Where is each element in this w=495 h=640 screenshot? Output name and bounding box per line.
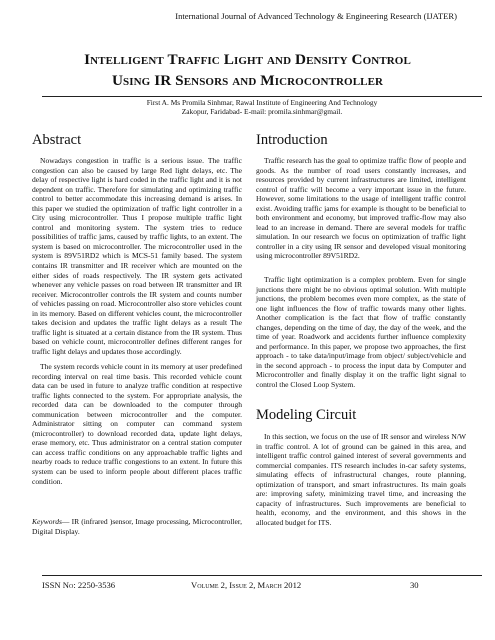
footer-page-number: 30: [410, 580, 419, 590]
introduction-heading: Introduction: [256, 132, 328, 148]
keywords-label: Keywords: [32, 517, 62, 526]
author-line-1: First A. Ms Promila Sinhmar, Rawal Institute of Engineering And Technology: [146, 98, 378, 107]
footer-divider: [42, 575, 482, 576]
title-line-1: Intelligent Traffic Light and Density Control: [84, 51, 411, 68]
keywords-text: — IR (infrared )sensor, Image processing, Microcontroller, Digital Display.: [32, 517, 242, 536]
abstract-paragraph-1: Nowadays congestion in traffic is a serious issue. The traffic congestion can also be caused by large Red light delays, etc. The delay of respective light is hard coded in the traffic light and it is not dependent on traffic. Therefore for simulating and optimizing traffic control to better accommodate this increasing demand is arises. In this paper we studied the optimization of traffic light controller in a City using microcontroller. Thus I propose multiple traffic light control and monitoring system. The system tries to reduce possibilities of traffic jams, caused by traffic lights, to an extent. The system is based on microcontroller. The microcontroller used in the system is 89V51RD2 which is MCS-51 family based. The system contains IR transmitter and IR receiver which are mounted on the either sides of roads respectively. The IR system gets activated whenever any vehicle passes on road between IR transmitter and IR receiver. Microcontroller controls the IR system and counts number of vehicles passing on road. Microcontroller also store vehicles count in its memory. Based on different vehicles count, the microcontroller takes decision and updates the traffic light delays as a result The traffic light is situated at a certain distance from the IR system. Thus based on vehicle count, microcontroller defines different ranges for traffic light delays and updates those accordingly.: [32, 156, 242, 356]
title-line-2: Using IR Sensors and Microcontroller: [111, 72, 384, 89]
keywords: [32, 517, 242, 536]
author-line-2: Zakopur, Faridabad- E-mail: promila.sinhmar@gmail.: [181, 107, 343, 117]
header-divider: [42, 96, 482, 97]
paper-title: [40, 49, 455, 91]
journal-header: International Journal of Advanced Technology & Engineering Research (IJATER): [175, 11, 457, 21]
modeling-paragraph-1: In this section, we focus on the use of IR sensor and wireless N/W in traffic control. A lot of ground can be gained in this area, and intelligent traffic control gained interest of several governments and commercial companies. ITS research includes in-car safety systems, simulating effects of infrastructural changes, route planning, optimization of transport, and smart infrastructures. Its main goals are: improving safety, minimizing travel time, and increasing the capacity of infrastructures. Such improvements are beneficial to health, economy, and the environment, and this shows in the allocated budget for ITS.: [256, 432, 466, 527]
author-info: [42, 98, 482, 117]
introduction-paragraph-2: Traffic light optimization is a complex problem. Even for single junctions there might be no obvious optimal solution. With multiple junctions, the problem becomes even more complex, as the state of one light influences the flow of traffic towards many other lights. Another complication is the fact that flow of traffic constantly changes, depending on the time of day, the day of the week, and the time of year. Roadwork and accidents further influence complexity and performance. In this paper, we propose two approaches, the first approach - to take data/input/image from object/ subject/vehicle and in the second approach - to process the input data by Computer and Microcontroller and finally display it on the traffic light signal to control the Closed Loop System.: [256, 275, 466, 390]
abstract-heading: Abstract: [32, 132, 82, 148]
abstract-paragraph-2: The system records vehicle count in its memory at user predefined recording interval on real time basis. This recorded vehicle count data can be used in future to analyze traffic condition at respective traffic lights connected to the system. For appropriate analysis, the recorded data can be downloaded to the computer through communication between microcontroller and the computer. Administrator sitting on computer can command system (microcontroller) to download recorded data, update light delays, erase memory, etc. Thus administrator on a central station computer can access traffic conditions on any approachable traffic lights and nearby roads to reduce traffic congestions to an extent. In future this system can be used to inform people about different places traffic condition.: [32, 362, 242, 486]
modeling-heading: Modeling Circuit: [256, 407, 357, 423]
footer-volume: Volume 2, Issue 2, March 2012: [191, 580, 302, 590]
introduction-paragraph-1: Traffic research has the goal to optimize traffic flow of people and goods. As the number of road users constantly increases, and resources provided by current infrastructures are limited, intelligent control of traffic will become a very important issue in the future. However, some limitations to the usage of intelligent traffic control exist. Avoiding traffic jams for example is thought to be beneficial to both environment and economy, but improved traffic-flow may also lead to an increase in demand. There are several models for traffic simulation. In our research we focus on optimization of traffic light controller in a city using IR sensor and developed visual monitoring using microcontroller 89V51RD2.: [256, 156, 466, 261]
footer-issn: ISSN No: 2250-3536: [42, 580, 116, 590]
